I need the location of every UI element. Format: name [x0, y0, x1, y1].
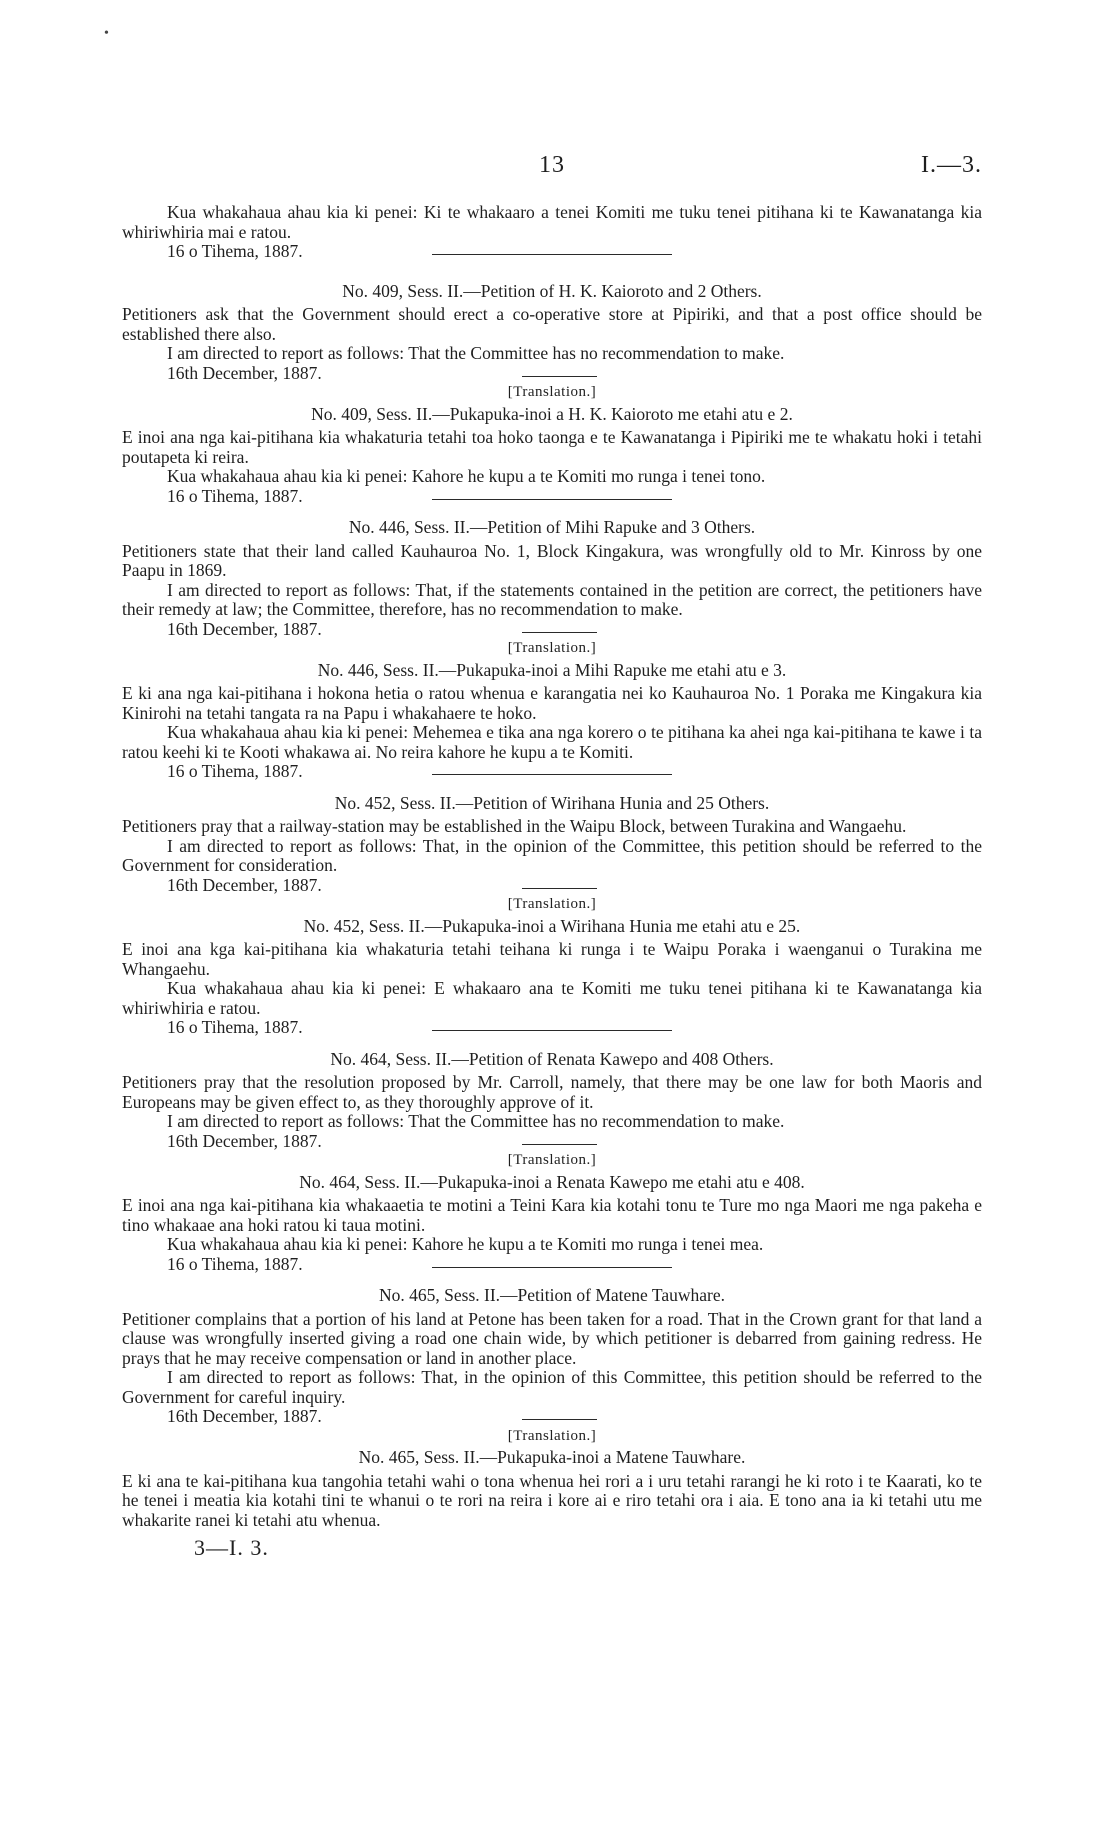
- opening-paragraph: Kua whakahaua ahau kia ki penei: Ki te whakaaro a tenei Komiti me tuku tenei pitihana ki te Kawanatanga kia whiriwhiria mai e ratou.: [122, 202, 982, 242]
- petition-title: No. 409, Sess. II.—Petition of H. K. Kaioroto and 2 Others.: [342, 280, 762, 301]
- petition-dateline: [122, 1407, 982, 1427]
- translation-label: [Translation.]: [507, 384, 597, 400]
- signature-mark: 3—I. 3.: [194, 1535, 269, 1560]
- petition-report: I am directed to report as follows: That, if the statements contained in the petition are correct, the petitioners have their remedy at law; the Committee, therefore, has no recommendation to make.: [122, 579, 982, 619]
- translation-divider: [522, 376, 597, 377]
- petition-report: I am directed to report as follows: That the Committee has no recommendation to make.: [167, 1111, 785, 1131]
- translation-divider: [522, 1144, 597, 1145]
- petition-section: [122, 518, 982, 782]
- translation-date: 16 o Tihema, 1887.: [167, 761, 303, 781]
- translation-title: No. 452, Sess. II.—Pukapuka-inoi a Wirihana Hunia me etahi atu e 25.: [303, 915, 801, 936]
- petition-body: Petitioners pray that a railway-station may be established in the Waipu Block, between Turakina and Wangaehu.: [122, 816, 907, 836]
- translation-report: Kua whakahaua ahau kia ki penei: Kahore he kupu a te Komiti mo runga i tenei tono.: [167, 466, 766, 486]
- translation-dateline: [122, 1018, 982, 1038]
- margin-dot: •: [104, 26, 109, 41]
- petition-report: I am directed to report as follows: That, in the opinion of the Committee, this petition should be referred to the Government for consideration.: [122, 835, 982, 875]
- petition-section: [122, 1050, 982, 1275]
- translation-title: No. 465, Sess. II.—Pukapuka-inoi a Matene Tauwhare.: [358, 1447, 746, 1467]
- translation-body: E ki ana te kai-pitihana kua tangohia tetahi wahi o tona whenua hei rori a i uru tetahi rarangi he ki roto i te Kaarati, ko te he tenei i meatia kia kotahi tini te whanui o te rori na reira i kore ai e riro tetahi ora i aia. E tono ana ia ki tetahi utu me whakarite ranei ki tetahi atu whenua.: [122, 1470, 982, 1530]
- petition-dateline: [122, 620, 982, 640]
- translation-title: No. 464, Sess. II.—Pukapuka-inoi a Renata Kawepo me etahi atu e 408.: [299, 1171, 805, 1192]
- petition-date: 16th December, 1887.: [167, 618, 322, 639]
- petition-dateline: [122, 1132, 982, 1152]
- translation-report: Kua whakahaua ahau kia ki penei: Kahore he kupu a te Komiti mo runga i tenei mea.: [167, 1234, 764, 1254]
- translation-title: No. 409, Sess. II.—Pukapuka-inoi a H. K. Kaioroto me etahi atu e 2.: [311, 403, 793, 424]
- opening-dateline: [122, 242, 982, 262]
- section-divider: [432, 254, 672, 255]
- section-divider: [432, 1030, 672, 1031]
- petition-date: 16th December, 1887.: [167, 362, 322, 383]
- section-divider: [432, 774, 672, 775]
- translation-body: E inoi ana nga kai-pitihana kia whakaaetia te motini a Teini Kara kia kotahi tonu te Ture mo nga Maori me nga pakeha e tino whakaae ana hoki ratou ki taua motini.: [122, 1195, 982, 1235]
- translation-date: 16 o Tihema, 1887.: [167, 485, 303, 506]
- petition-section: [122, 1286, 982, 1530]
- translation-report: Kua whakahaua ahau kia ki penei: E whakaaro ana te Komiti me tuku tenei pitihana ki te Kawanatanga kia whiriwhiria e ratou.: [122, 978, 982, 1018]
- petition-body: Petitioners pray that the resolution proposed by Mr. Carroll, namely, that there may be one law for both Maoris and Europeans may be given effect to, as they thoroughly approve of it.: [122, 1072, 982, 1112]
- petition-title: No. 452, Sess. II.—Petition of Wirihana Hunia and 25 Others.: [334, 792, 770, 813]
- petition-report: I am directed to report as follows: That, in the opinion of this Committee, this petition should be referred to the Government for careful inquiry.: [122, 1367, 982, 1407]
- translation-date: 16 o Tihema, 1887.: [167, 1253, 303, 1274]
- section-divider: [432, 1267, 672, 1268]
- petition-dateline: [122, 364, 982, 384]
- translation-title: No. 446, Sess. II.—Pukapuka-inoi a Mihi Rapuke me etahi atu e 3.: [317, 659, 787, 680]
- document-reference: I.—3.: [921, 152, 982, 178]
- translation-body: E inoi ana kga kai-pitihana kia whakaturia tetahi teihana ki runga i te Waipu Poraka i waenganui o Turakina me Whangaehu.: [122, 939, 982, 979]
- translation-report: Kua whakahaua ahau kia ki penei: Mehemea e tika ana nga korero o te pitihana ka ahei nga kai-pitihana te kawe i ta ratou keehi ki te Kooti whakawa ai. No reira kahore he kupu a te Komiti.: [122, 722, 982, 762]
- translation-date: 16 o Tihema, 1887.: [167, 1017, 303, 1037]
- petition-report: I am directed to report as follows: That the Committee has no recommendation to make.: [167, 343, 785, 363]
- page-header: [122, 152, 982, 186]
- translation-body: E ki ana nga kai-pitihana i hokona hetia o ratou whenua e karangatia nei ko Kauhauroa No. 1 Poraka me Kingakura kia Kinirohi na tetahi tangata ra na Papu i whakahaere te hoko.: [122, 683, 982, 723]
- opening-date: 16 o Tihema, 1887.: [167, 241, 303, 261]
- translation-divider: [522, 1419, 597, 1420]
- petition-body: Petitioners ask that the Government should erect a co-operative store at Pipiriki, and that a post office should be established there also.: [122, 304, 982, 344]
- translation-label: [Translation.]: [507, 640, 597, 656]
- petition-body: Petitioners state that their land called Kauhauroa No. 1, Block Kingakura, was wrongfully old to Mr. Kinross by one Paapu in 1869.: [122, 540, 982, 580]
- translation-label: [Translation.]: [507, 1152, 597, 1168]
- translation-body: E inoi ana nga kai-pitihana kia whakaturia tetahi toa hoko taonga e te Kawanatanga i Pipiriki me te whakatu hoki i tetahi poutapeta ki reira.: [122, 427, 982, 467]
- petition-dateline: [122, 876, 982, 896]
- translation-label: [Translation.]: [507, 1427, 597, 1444]
- petition-date: 16th December, 1887.: [167, 1130, 322, 1151]
- petition-date: 16th December, 1887.: [167, 874, 322, 895]
- petition-title: No. 465, Sess. II.—Petition of Matene Tauwhare.: [379, 1285, 725, 1305]
- page-number: 13: [539, 152, 565, 178]
- translation-divider: [522, 632, 597, 633]
- document-body: [122, 203, 982, 1558]
- translation-divider: [522, 888, 597, 889]
- petition-title: No. 446, Sess. II.—Petition of Mihi Rapuke and 3 Others.: [348, 517, 756, 537]
- petition-section: [122, 282, 982, 507]
- section-divider: [432, 499, 672, 500]
- translation-dateline: [122, 762, 982, 782]
- translation-dateline: [122, 487, 982, 507]
- petition-section: [122, 794, 982, 1038]
- petition-body: Petitioner complains that a portion of his land at Petone has been taken for a road. That in the Crown grant for that land a clause was wrongfully inserted giving a road one chain wide, by which petitioner is debarred from gaining redress. He prays that he may receive compensation or land in another place.: [122, 1308, 982, 1368]
- translation-label: [Translation.]: [507, 896, 597, 912]
- petition-date: 16th December, 1887.: [167, 1406, 322, 1426]
- translation-dateline: [122, 1255, 982, 1275]
- petition-title: No. 464, Sess. II.—Petition of Renata Kawepo and 408 Others.: [330, 1048, 774, 1069]
